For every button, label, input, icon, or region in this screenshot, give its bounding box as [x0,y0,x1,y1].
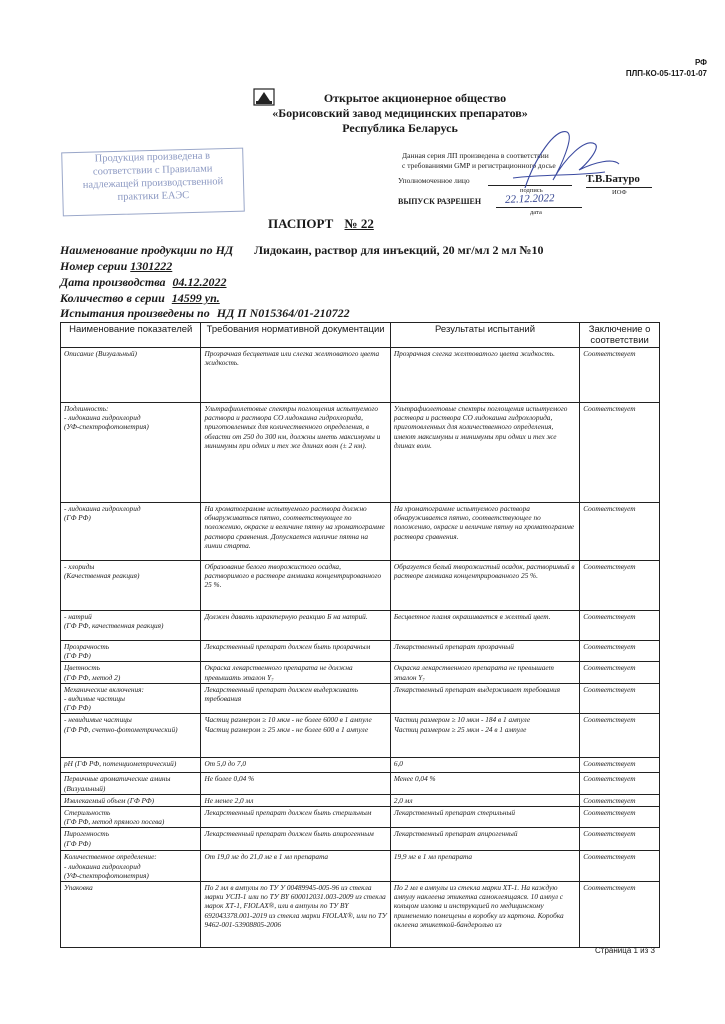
quantity-label: Количество в серии [60,291,165,305]
row-indicator-name: - невидимые частицы (ГФ РФ, счетно-фотометрический) [61,714,201,758]
row-requirement: От 5,0 до 7,0 [201,758,390,773]
row-conclusion: Соответствует [580,882,660,948]
row-conclusion: Соответствует [580,807,660,828]
row-requirement: Окраска лекарственного препарата не должна превышать эталон Y₇ [201,662,390,683]
row-conclusion: Соответствует [580,611,660,641]
row-result: Лекарственный препарат апирогенный [390,828,579,851]
tests-value: НД П N015364/01-210722 [216,306,350,320]
name-caption: ИОФ [612,189,627,196]
series-label: Номер серии [60,259,128,273]
row-result: Лекарственный препарат прозрачный [390,641,579,662]
row-requirement: На хроматограмме испытуемого раствора должно обнаруживаться пятно, соответствующее по положению, окраске и величине пятну на хроматограмме раствора сравнения. Допускается наличие пятна на линии старта. [201,503,390,561]
row-requirement: От 19,0 мг до 21,0 мг в 1 мл препарата [201,851,390,882]
quantity-value: 14599 уп. [171,291,220,305]
row-result: По 2 мл в ампулы из стекла марки ХТ-1. На каждую ампулу наклеена этикетка самоклеящаяся. 10 ампул с кольцом излома и инструкцией по медицинскому применению помещены в коробку из картона. Коробка оклеена этикеткой-бандеролью из [390,882,579,948]
row-indicator-name: Извлекаемый объем (ГФ РФ) [61,794,201,806]
table-row [61,503,660,561]
row-indicator-name: pH (ГФ РФ, потенциометрический) [61,758,201,773]
row-requirement: По 2 мл в ампулы по ТУ У 00489945-005-96 из стекла марки УСП-1 или по ТУ BY 600012031.003-2009 из стекла марок ХТ-1, FIOLAX®, или в ампулы по ТУ BY 692043378.001-2019 из стекла марки FIOLAX®, или по ТУ 9462-001-53908805-2006 [201,882,390,948]
row-requirement: Лекарственный препарат должен быть стерильным [201,807,390,828]
code-line-1: РФ [694,58,707,67]
company-line-2: «Борисовский завод медицинских препаратов» [272,106,528,120]
code-line-2: ПЛП-КО-05-117-01-07 [625,69,707,78]
row-conclusion: Соответствует [580,828,660,851]
handwritten-signature-icon [505,118,625,198]
production-date-value: 04.12.2022 [172,275,227,289]
row-requirement: Должен давать характерную реакцию Б на натрий. [201,611,390,641]
auth-line-2: с требованиями GMP и регистрационного досье [402,161,556,170]
table-row [61,683,660,714]
row-conclusion: Соответствует [580,641,660,662]
row-indicator-name: Пирогенность (ГФ РФ) [61,828,201,851]
row-conclusion: Соответствует [580,503,660,561]
test-results-table [60,322,660,948]
row-indicator-name: Описание (Визуальный) [61,348,201,403]
release-date: 22.12.2022 [504,192,555,206]
series-line [60,259,172,274]
table-row [61,611,660,641]
qualified-person-name: Т.В.Батуро [586,173,640,185]
row-indicator-name: Подлинность: - лидокаина гидрохлорид (УФ-спектрофотометрия) [61,403,201,503]
passport-label: ПАСПОРТ [268,216,334,231]
gmp-stamp [61,148,245,217]
row-indicator-name: Первичные ароматические амины (Визуальный) [61,773,201,794]
header-indicators: Наименование показателей [61,323,201,348]
row-requirement: Не менее 2,0 мл [201,794,390,806]
table-row [61,641,660,662]
row-result: Частиц размером ≥ 10 мкм - 184 в 1 ампуле Частиц размером ≥ 25 мкм - 24 в 1 ампуле [390,714,579,758]
row-conclusion: Соответствует [580,794,660,806]
row-result: Лекарственный препарат выдерживает требования [390,683,579,714]
row-result: 2,0 мл [390,794,579,806]
row-requirement: Образование белого творожистого осадка, растворимого в растворе аммиака концентрированного 25 %. [201,561,390,611]
header-results: Результаты испытаний [390,323,579,348]
page-number: Страница 1 из 3 [595,946,655,955]
tests-label: Испытания произведены по [60,306,210,320]
table-row [61,807,660,828]
signature-caption: подпись [520,187,543,194]
table-row [61,828,660,851]
series-value: 1301222 [130,259,173,273]
stamp-line-2: соответствии с Правилами [92,163,213,178]
auth-line-1: Данная серия ЛП произведена в соответствии [402,151,549,160]
row-result: Окраска лекарственного препарата не превышает эталон Y₇ [390,662,579,683]
row-indicator-name: Прозрачность (ГФ РФ) [61,641,201,662]
stamp-line-4: практики ЕАЭС [117,190,190,203]
product-label: Наименование продукции по НД [60,243,234,257]
row-indicator-name: Количественное определение: - лидокаина гидрохлорид (УФ-спектрофотометрия) [61,851,201,882]
passport-title [268,216,374,232]
product-line [60,243,544,258]
row-result: На хроматограмме испытуемого раствора обнаруживается пятно, соответствующее по положению, окраске и величине пятну на хроматограмме раствора сравнения. [390,503,579,561]
stamp-line-3: надлежащей производственной [82,176,224,191]
document-code [626,57,707,79]
table-header-row [61,323,660,348]
row-result: Менее 0,04 % [390,773,579,794]
row-indicator-name: Упаковка [61,882,201,948]
table-row [61,794,660,806]
row-requirement: Лекарственный препарат должен быть прозрачным [201,641,390,662]
date-caption: дата [530,209,542,216]
row-result: Ультрафиолетовые спектры поглощения испытуемого раствора и раствора СО лидокаина гидрохлорида, приготовленных для количественного определения, имеют максимумы и минимумы при одних и тех же длинах волн. [390,403,579,503]
header-requirements: Требования нормативной документации [201,323,390,348]
row-conclusion: Соответствует [580,773,660,794]
row-conclusion: Соответствует [580,662,660,683]
row-conclusion: Соответствует [580,851,660,882]
release-label: ВЫПУСК РАЗРЕШЕН [398,197,482,206]
passport-number: № 22 [344,216,374,231]
stamp-line-1: Продукция произведена в [94,150,211,165]
row-indicator-name: - хлориды (Качественная реакция) [61,561,201,611]
table-row [61,758,660,773]
table-row [61,714,660,758]
qualified-person-label: Уполномоченное лицо [398,176,470,185]
row-requirement: Лекарственный препарат должен выдерживать требования [201,683,390,714]
company-line-1: Открытое акционерное общество [323,91,507,105]
table-row [61,851,660,882]
row-result: Лекарственный препарат стерильный [390,807,579,828]
row-indicator-name: Механические включения: - видимые частицы (ГФ РФ) [61,683,201,714]
production-date-line [60,275,227,290]
production-date-label: Дата производства [60,275,166,289]
row-result: 19,9 мг в 1 мл препарата [390,851,579,882]
company-line-3: Республика Беларусь [342,121,458,135]
row-result: Образуется белый творожистый осадок, растворимый в растворе аммиака концентрированного 25 %. [390,561,579,611]
row-requirement: Прозрачная бесцветная или слегка желтоватого цвета жидкость. [201,348,390,403]
table-row [61,561,660,611]
row-conclusion: Соответствует [580,561,660,611]
row-requirement: Лекарственный препарат должен быть апирогенным [201,828,390,851]
row-requirement: Не более 0,04 % [201,773,390,794]
row-result: Бесцветное пламя окрашивается в желтый цвет. [390,611,579,641]
row-result: Прозрачная слегка желтоватого цвета жидкость. [390,348,579,403]
product-value: Лидокаин, раствор для инъекций, 20 мг/мл 2 мл №10 [254,243,544,257]
row-requirement: Частиц размером ≥ 10 мкм - не более 6000 в 1 ампуле Частиц размером ≥ 25 мкм - не более 600 в 1 ампуле [201,714,390,758]
row-conclusion: Соответствует [580,714,660,758]
row-result: 6,0 [390,758,579,773]
row-requirement: Ультрафиолетовые спектры поглощения испытуемого раствора и раствора СО лидокаина гидрохлорида, приготовленных для количественного определения, в области от 250 до 300 нм, должны иметь максимумы и минимумы при одних и тех же длинах волн (± 2 нм). [201,403,390,503]
table-row [61,403,660,503]
row-conclusion: Соответствует [580,683,660,714]
table-row [61,662,660,683]
row-indicator-name: - лидокаина гидрохлорид (ГФ РФ) [61,503,201,561]
table-row [61,348,660,403]
row-conclusion: Соответствует [580,403,660,503]
table-row [61,773,660,794]
row-conclusion: Соответствует [580,758,660,773]
quantity-line [60,291,220,306]
table-row [61,882,660,948]
row-indicator-name: Стерильность (ГФ РФ, метод прямого посева) [61,807,201,828]
row-indicator-name: - натрий (ГФ РФ, качественная реакция) [61,611,201,641]
tests-line [60,306,350,321]
row-indicator-name: Цветность (ГФ РФ, метод 2) [61,662,201,683]
row-conclusion: Соответствует [580,348,660,403]
header-conclusion: Заключение о соответствии [580,323,660,348]
